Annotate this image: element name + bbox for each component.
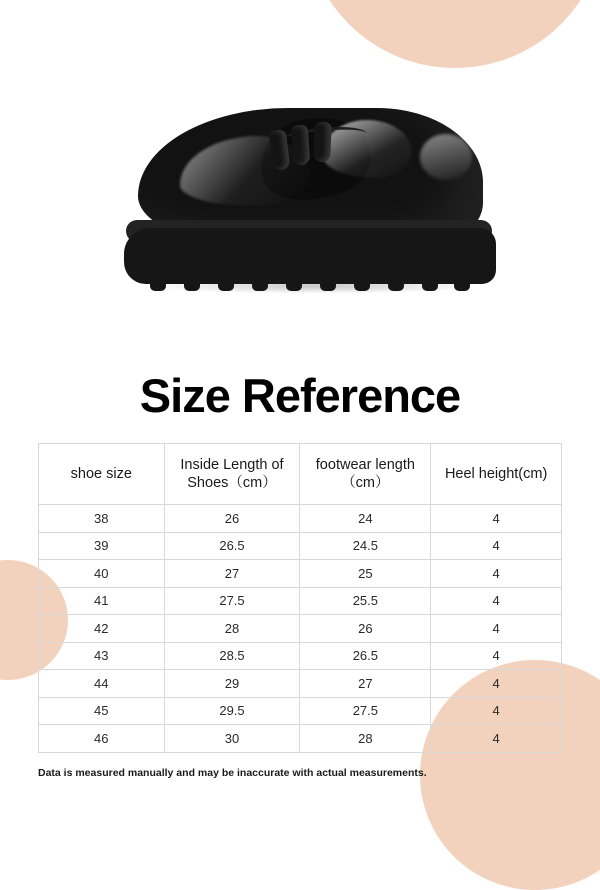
cell-shoe-size: 42 <box>39 615 165 643</box>
cell-heel-height: 4 <box>431 560 562 588</box>
cell-shoe-size: 44 <box>39 670 165 698</box>
cell-inside-length: 27.5 <box>164 587 300 615</box>
cell-footwear-length: 27 <box>300 670 431 698</box>
cell-footwear-length: 26.5 <box>300 642 431 670</box>
shoe-illustration <box>110 100 500 315</box>
cell-shoe-size: 39 <box>39 532 165 560</box>
table-row <box>39 615 562 643</box>
tassel-middle <box>291 124 311 165</box>
cell-inside-length: 26 <box>164 505 300 533</box>
cell-shoe-size: 40 <box>39 560 165 588</box>
cell-inside-length: 27 <box>164 560 300 588</box>
shoe-heel-highlight <box>420 134 472 180</box>
table-row <box>39 642 562 670</box>
cell-inside-length: 28 <box>164 615 300 643</box>
cell-footwear-length: 26 <box>300 615 431 643</box>
cell-inside-length: 29 <box>164 670 300 698</box>
measurement-disclaimer: Data is measured manually and may be inaccurate with actual measurements. <box>38 766 427 779</box>
cell-heel-height: 4 <box>431 532 562 560</box>
cell-footwear-length: 28 <box>300 725 431 753</box>
cell-shoe-size: 38 <box>39 505 165 533</box>
cell-footwear-length: 25 <box>300 560 431 588</box>
tassel-right <box>313 122 331 163</box>
shoe-outsole <box>124 228 496 284</box>
table-header-row <box>39 444 562 505</box>
table-row <box>39 587 562 615</box>
page-title: Size Reference <box>139 369 461 422</box>
cell-heel-height: 4 <box>431 615 562 643</box>
cell-shoe-size: 41 <box>39 587 165 615</box>
cell-heel-height: 4 <box>431 505 562 533</box>
cell-heel-height: 4 <box>431 587 562 615</box>
cell-footwear-length: 27.5 <box>300 697 431 725</box>
cell-heel-height: 4 <box>431 670 562 698</box>
cell-inside-length: 28.5 <box>164 642 300 670</box>
cell-inside-length: 29.5 <box>164 697 300 725</box>
table-row <box>39 560 562 588</box>
cell-heel-height: 4 <box>431 725 562 753</box>
table-row <box>39 670 562 698</box>
cell-footwear-length: 24.5 <box>300 532 431 560</box>
column-header-shoe-size: shoe size <box>39 444 165 505</box>
size-table-container <box>0 443 600 753</box>
table-row <box>39 697 562 725</box>
column-header-inside-length: Inside Length of Shoes（cm） <box>164 444 300 505</box>
cell-shoe-size: 46 <box>39 725 165 753</box>
product-image <box>0 0 600 352</box>
size-reference-table <box>38 443 562 753</box>
cell-footwear-length: 24 <box>300 505 431 533</box>
table-row <box>39 725 562 753</box>
cell-footwear-length: 25.5 <box>300 587 431 615</box>
cell-shoe-size: 43 <box>39 642 165 670</box>
table-row <box>39 505 562 533</box>
column-header-footwear-length: footwear length（cm） <box>300 444 431 505</box>
cell-heel-height: 4 <box>431 697 562 725</box>
cell-inside-length: 26.5 <box>164 532 300 560</box>
cell-shoe-size: 45 <box>39 697 165 725</box>
table-row <box>39 532 562 560</box>
cell-heel-height: 4 <box>431 642 562 670</box>
cell-inside-length: 30 <box>164 725 300 753</box>
column-header-heel-height: Heel height(cm) <box>431 444 562 505</box>
